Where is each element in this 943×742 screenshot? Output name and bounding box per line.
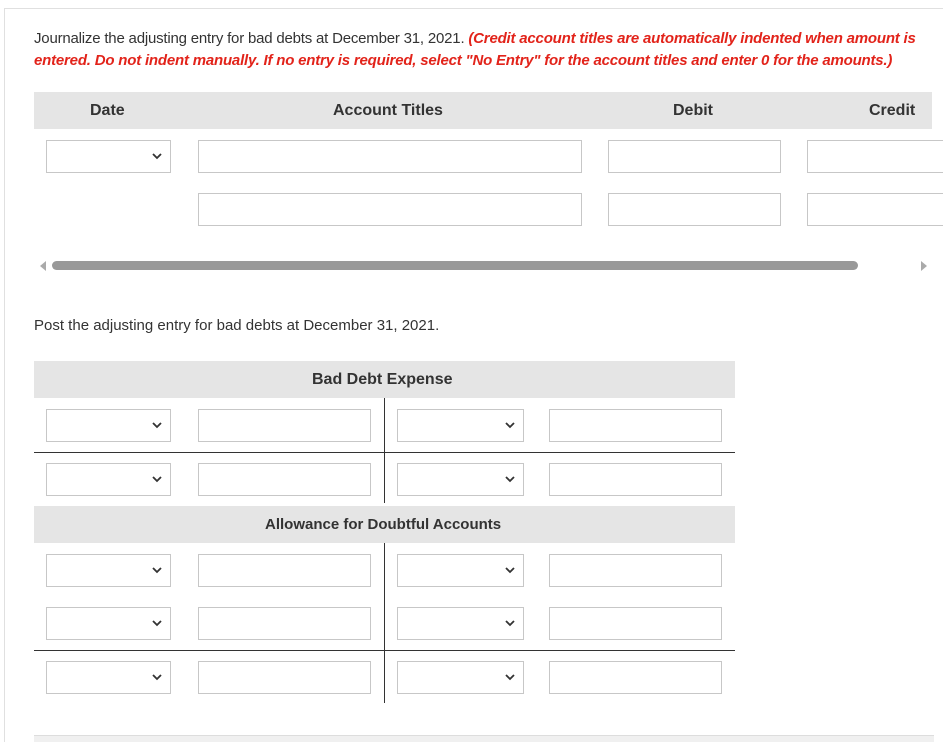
debit-date-select[interactable] [46, 607, 171, 640]
credit-column-header: Credit [869, 102, 916, 119]
t-account-divider [384, 398, 385, 503]
debit-amount-input[interactable] [198, 409, 371, 442]
credit-amount-input[interactable] [549, 409, 722, 442]
scroll-left-arrow-icon[interactable] [40, 261, 46, 271]
instruction-note: (Credit account titles are automatically indented when amount is entered. Do not indent manually. If no entry is required, select "No Entry" for the account titles and enter 0 for the amounts.) [34, 30, 916, 69]
t-account-title: Allowance for Doubtful Accounts [265, 516, 502, 533]
t-account-title: Bad Debt Expense [312, 371, 453, 388]
journal-debit-input[interactable] [608, 193, 781, 226]
journal-date-select[interactable] [46, 140, 171, 173]
debit-amount-input[interactable] [198, 463, 371, 496]
credit-date-select[interactable] [397, 409, 524, 442]
chevron-down-icon [150, 670, 164, 684]
t-account-rule [34, 452, 735, 453]
journal-credit-input[interactable] [807, 193, 943, 226]
debit-date-select[interactable] [46, 554, 171, 587]
debit-date-select[interactable] [46, 409, 171, 442]
t-account-header [34, 506, 735, 543]
t-account-divider [384, 543, 385, 703]
account-titles-column-header: Account Titles [333, 102, 443, 119]
chevron-down-icon [503, 670, 517, 684]
chevron-down-icon [503, 563, 517, 577]
credit-amount-input[interactable] [549, 554, 722, 587]
t-account-header [34, 361, 735, 398]
credit-amount-input[interactable] [549, 607, 722, 640]
journal-account-title-input[interactable] [198, 140, 582, 173]
chevron-down-icon [150, 472, 164, 486]
credit-amount-input[interactable] [549, 463, 722, 496]
chevron-down-icon [150, 418, 164, 432]
credit-date-select[interactable] [397, 554, 524, 587]
journal-account-title-input[interactable] [198, 193, 582, 226]
chevron-down-icon [503, 616, 517, 630]
chevron-down-icon [150, 616, 164, 630]
balance-date-select[interactable] [46, 661, 171, 694]
journal-debit-input[interactable] [608, 140, 781, 173]
chevron-down-icon [150, 149, 164, 163]
instruction-text: Journalize the adjusting entry for bad debts at December 31, 2021. [34, 30, 469, 47]
chevron-down-icon [503, 472, 517, 486]
chevron-down-icon [150, 563, 164, 577]
debit-column-header: Debit [673, 102, 713, 119]
balance-debit-input[interactable] [198, 661, 371, 694]
credit-date-select[interactable] [397, 463, 524, 496]
debit-amount-input[interactable] [198, 554, 371, 587]
balance-credit-date-select[interactable] [397, 661, 524, 694]
debit-date-select[interactable] [46, 463, 171, 496]
journal-credit-input[interactable] [807, 140, 943, 173]
date-column-header: Date [90, 102, 125, 119]
instructions [34, 28, 934, 72]
post-instruction: Post the adjusting entry for bad debts at December 31, 2021. [34, 317, 440, 334]
scroll-right-arrow-icon[interactable] [921, 261, 927, 271]
credit-date-select[interactable] [397, 607, 524, 640]
journal-header [34, 92, 932, 129]
t-account-rule [34, 650, 735, 651]
scrollbar-thumb[interactable] [52, 261, 858, 270]
balance-credit-input[interactable] [549, 661, 722, 694]
debit-amount-input[interactable] [198, 607, 371, 640]
chevron-down-icon [503, 418, 517, 432]
